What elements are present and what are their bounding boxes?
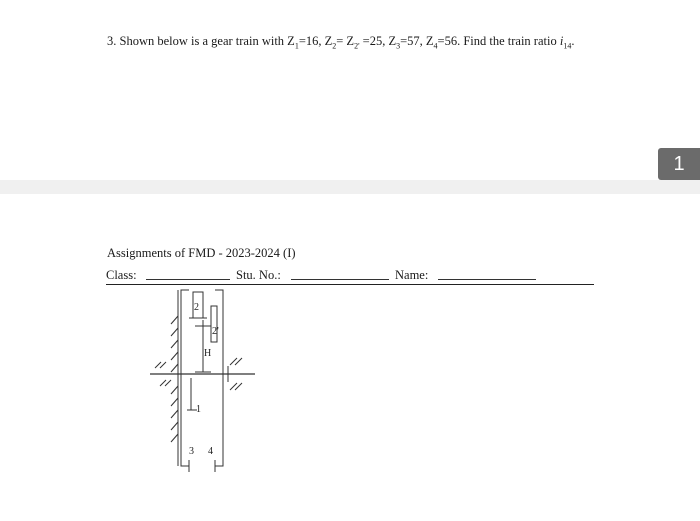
gear-train-diagram: [145, 286, 265, 476]
page-bottom: [0, 194, 700, 521]
name-label: Name:: [395, 268, 429, 282]
label-gear-2p: 2': [212, 326, 219, 337]
page-number-badge: 1: [658, 148, 700, 180]
page-top: [0, 0, 700, 180]
stu-no-blank: [291, 269, 389, 280]
label-gear-2: 2: [194, 302, 199, 313]
gear-3-ring: [181, 290, 189, 466]
question-text: 3. Shown below is a gear train with $Z_1=16$, $Z_2= Z_{2'} =25$, $Z_3=57$, $Z_4=56$. Find the train ratio $i_{14}$.: [107, 34, 575, 51]
page-separator: [0, 180, 700, 194]
class-blank: [146, 269, 230, 280]
class-label: Class:: [106, 268, 137, 282]
label-gear-4: 4: [208, 446, 213, 457]
stu-no-label: Stu. No.:: [236, 268, 281, 282]
gear-4-ring: [215, 290, 223, 466]
label-carrier-h: H: [204, 348, 212, 359]
name-blank: [438, 269, 536, 280]
label-gear-3: 3: [189, 446, 194, 457]
frame-left-hatching: [171, 316, 178, 442]
header-rule: [106, 284, 594, 285]
label-gear-1: 1: [196, 404, 201, 415]
assignment-title: Assignments of FMD - 2023-2024 (I): [107, 246, 296, 260]
